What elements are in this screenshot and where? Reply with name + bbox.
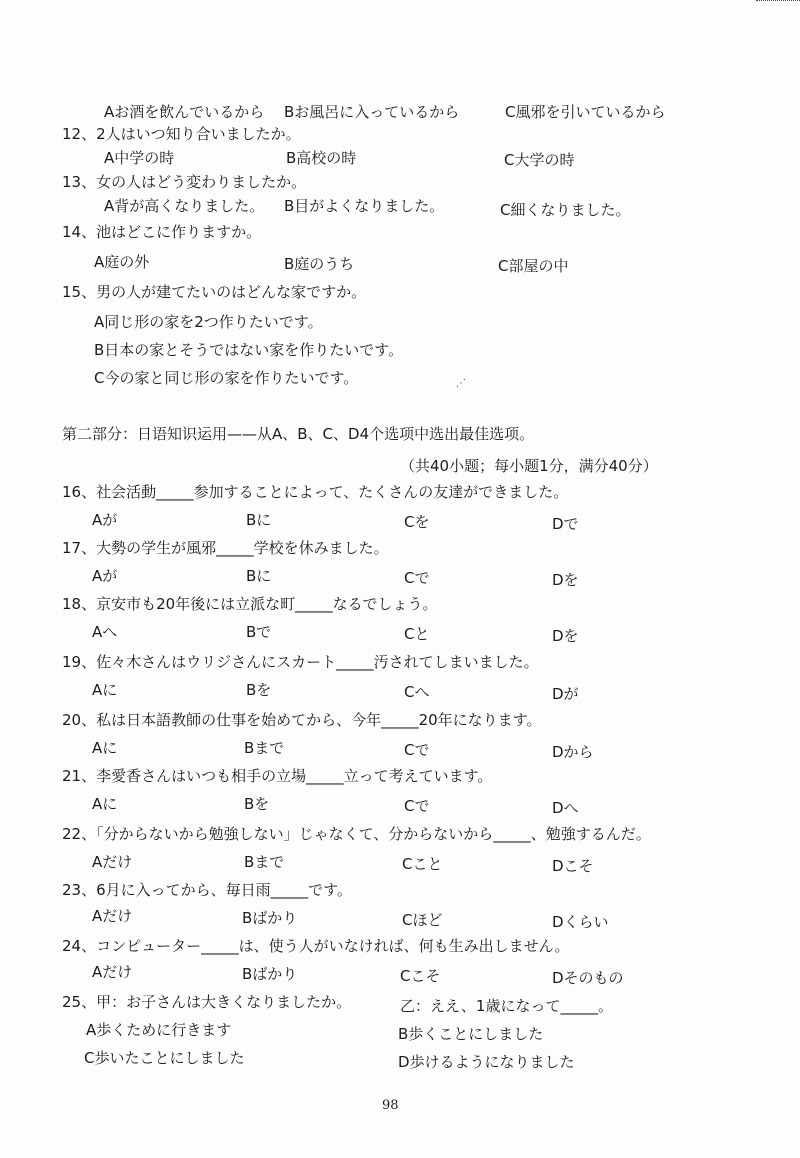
q18-option-d: Dを: [552, 627, 579, 645]
q21-option-b: Bを: [244, 795, 270, 813]
q23-option-a: Aだけ: [92, 907, 133, 925]
q13-text: 13、女の人はどう変わりましたか。: [62, 173, 307, 191]
scan-speck: ⋰: [456, 378, 466, 389]
q23-option-b: Bばかり: [242, 909, 298, 927]
page-number: 98: [382, 1098, 399, 1113]
q24-option-a: Aだけ: [92, 963, 133, 981]
q22-option-a: Aだけ: [92, 853, 133, 871]
q16-option-c: Cを: [404, 513, 430, 531]
q14-option-a: A庭の外: [94, 253, 150, 271]
q17-option-c: Cで: [404, 569, 430, 587]
q23-text: 23、6月に入ってから、毎日雨_____です。: [62, 881, 352, 899]
q16-text: 16、社会活動_____参加することによって、たくさんの友達ができました。: [62, 483, 569, 501]
q24-option-c: Cこそ: [400, 967, 441, 985]
q11-option-c: C風邪を引いているから: [505, 103, 666, 121]
q25-option-b: B歩くことにしました: [398, 1025, 544, 1043]
q11-option-a: Aお酒を飲んでいるから: [104, 103, 265, 121]
q20-option-b: Bまで: [244, 739, 285, 757]
q23-option-c: Cほど: [402, 911, 443, 929]
q25-option-a: A歩くために行きます: [86, 1021, 232, 1039]
q24-option-b: Bばかり: [242, 965, 298, 983]
q22-text: 22、「分からないから勉強しない」じゃなくて、分からないから_____、勉強するんだ。: [62, 825, 651, 843]
q16-option-a: Aが: [92, 511, 118, 529]
q21-option-d: Dへ: [552, 799, 579, 817]
section-title: 第二部分：日语知识运用——从A、B、C、D4个选项中选出最佳选项。: [62, 425, 535, 443]
q19-option-d: Dが: [552, 685, 579, 703]
q25-option-c: C歩いたことにしました: [84, 1049, 245, 1067]
q20-option-a: Aに: [92, 739, 118, 757]
q15-text: 15、男の人が建てたいのはどんな家ですか。: [62, 283, 367, 301]
q19-option-c: Cへ: [404, 683, 430, 701]
section-note: （共40小题；每小题1分，满分40分）: [400, 457, 658, 475]
q17-option-a: Aが: [92, 567, 118, 585]
q14-option-c: C部屋の中: [498, 257, 569, 275]
q12-option-a: A中学の時: [104, 149, 175, 167]
q24-option-d: Dそのもの: [552, 969, 624, 987]
q15-option-c: C今の家と同じ形の家を作りたいです。: [94, 369, 359, 387]
q25-text-response: 乙：ええ、1歳になって_____。: [400, 997, 613, 1015]
q14-text: 14、池はどこに作りますか。: [62, 223, 262, 241]
q22-option-d: Dこそ: [552, 857, 594, 875]
q12-option-b: B高校の時: [286, 149, 357, 167]
q21-option-a: Aに: [92, 795, 118, 813]
q25-text: 25、甲：お子さんは大きくなりましたか。: [62, 993, 352, 1011]
q11-option-b: Bお風呂に入っているから: [284, 103, 460, 121]
q18-text: 18、京安市も20年後には立派な町_____なるでしょう。: [62, 595, 438, 613]
q21-option-c: Cで: [404, 797, 430, 815]
q25-option-d: D歩けるようになりました: [398, 1053, 575, 1071]
q17-text: 17、大勢の学生が風邪_____学校を休みました。: [62, 539, 389, 557]
q16-option-b: Bに: [246, 511, 272, 529]
page-corner-mark: [756, 0, 800, 1]
q19-text: 19、佐々木さんはウリジさんにスカート_____汚されてしまいました。: [62, 653, 539, 671]
q17-option-b: Bに: [246, 567, 272, 585]
q22-option-c: Cこと: [402, 855, 443, 873]
q16-option-d: Dで: [552, 515, 579, 533]
q21-text: 21、李愛香さんはいつも相手の立場_____立って考えています。: [62, 767, 493, 785]
q15-option-a: A同じ形の家を2つ作りたいです。: [94, 313, 323, 331]
q13-option-b: B目がよくなりました。: [284, 197, 445, 215]
q15-option-b: B日本の家とそうではない家を作りたいです。: [94, 341, 404, 359]
q12-option-c: C大学の時: [504, 151, 575, 169]
q12-text: 12、2人はいつ知り合いましたか。: [62, 125, 301, 143]
q18-option-a: Aへ: [92, 623, 118, 641]
q13-option-c: C細くなりました。: [500, 201, 631, 219]
q20-text: 20、私は日本語教師の仕事を始めてから、今年_____20年になります。: [62, 711, 542, 729]
q20-option-c: Cで: [404, 741, 430, 759]
q19-option-b: Bを: [246, 681, 272, 699]
q17-option-d: Dを: [552, 571, 579, 589]
q22-option-b: Bまで: [244, 853, 285, 871]
q24-text: 24、コンピューター_____は、使う人がいなければ、何も生み出しません。: [62, 937, 570, 955]
q18-option-b: Bで: [246, 623, 272, 641]
q13-option-a: A背が高くなりました。: [104, 197, 265, 215]
q20-option-d: Dから: [552, 743, 594, 761]
q18-option-c: Cと: [404, 625, 430, 643]
q14-option-b: B庭のうち: [284, 255, 355, 273]
q19-option-a: Aに: [92, 681, 118, 699]
q23-option-d: Dくらい: [552, 913, 609, 931]
